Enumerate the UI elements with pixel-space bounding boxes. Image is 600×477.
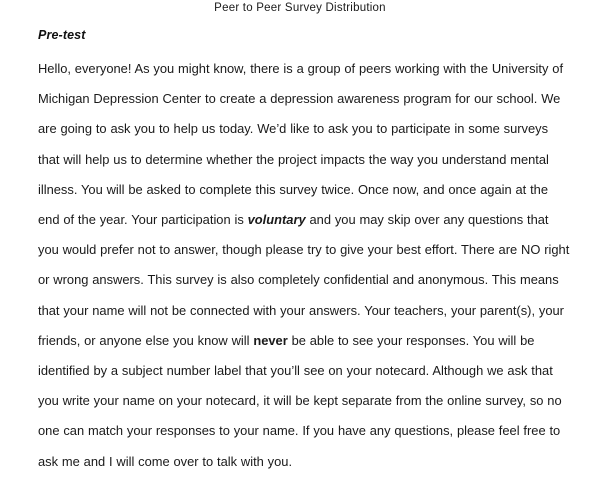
section-heading-pre-test: Pre-test xyxy=(38,28,86,42)
body-paragraph: Hello, everyone! As you might know, there is a group of peers working with the University of Michigan Depression Center to create a depression awareness program for our school. We are going to ask you to help us today. We’d like to ask you to participate in some surveys that will help us to determine whether the project impacts the way you understand mental illness. You will be asked to complete this survey twice. Once now, and once again at the end of the year. Your participation is voluntary and you may skip over any questions that you would prefer not to answer, though please try to give your best effort. There are NO right or wrong answers. This survey is also completely confidential and anonymous. This means that your name will not be connected with your answers. Your teachers, your parent(s), your friends, or anyone else you know will never be able to see your responses. You will be identified by a subject number label that you’ll see on your notecard. Although we ask that you write your name on your notecard, it will be kept separate from the online survey, so no one can match your responses to your name. If you have any questions, please feel free to ask me and I will come over to talk with you. xyxy=(38,61,570,469)
emphasis-voluntary: voluntary xyxy=(247,212,306,228)
emphasis-never: never xyxy=(253,332,288,348)
page-title: Peer to Peer Survey Distribution xyxy=(214,2,386,14)
